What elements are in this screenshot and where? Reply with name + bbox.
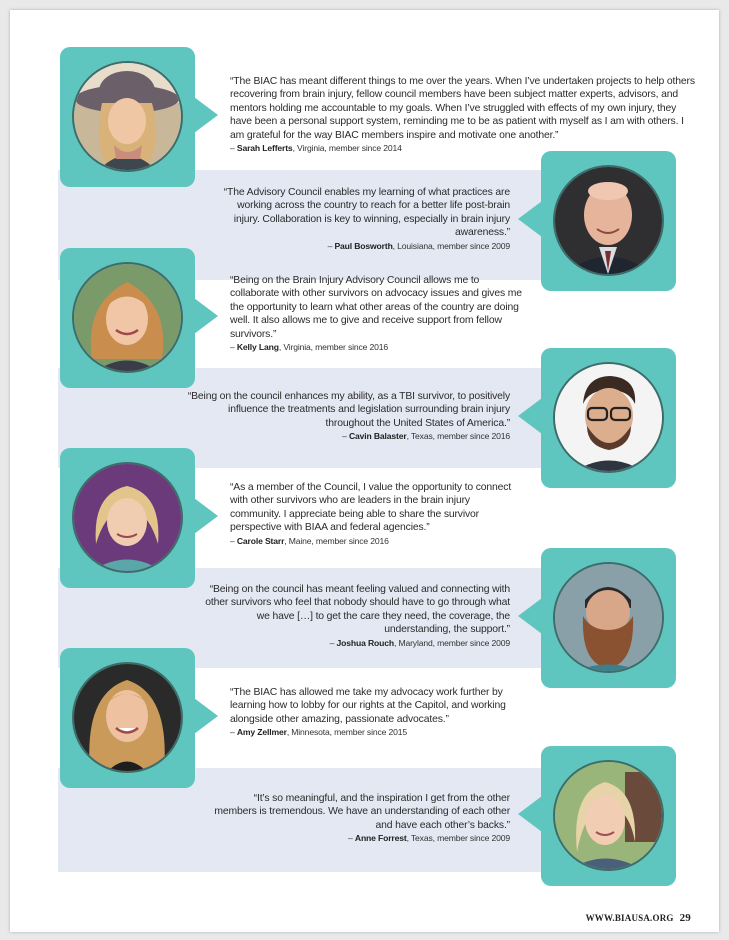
testimonial-quote	[210, 792, 510, 845]
quote-text: “Being on the council has meant feeling valued and connecting with other survivors who feel that nobody should have to go through what we have […] to get the care they need, the coverage, the understanding, the support.”	[205, 584, 510, 636]
avatar	[72, 662, 183, 773]
avatar	[553, 362, 664, 473]
author-detail: , Maine, member since 2016	[284, 535, 389, 546]
quote-text: “Being on the council enhances my ability, as a TBI survivor, to positively influence the treatments and legislation surrounding brain injury throughout the United States of America.”	[187, 391, 510, 429]
author-name: Amy Zellmer	[236, 727, 287, 738]
speech-pointer	[518, 796, 542, 832]
author-detail: , Virginia, member since 2016	[278, 342, 389, 353]
quote-text: “It’s so meaningful, and the inspiration I get from the other members is tremendous. We have an understanding of each other and have each other’s backs.”	[214, 793, 510, 831]
author-detail: , Virginia, member since 2014	[292, 143, 402, 154]
quote-attribution	[190, 637, 510, 650]
speech-pointer	[194, 97, 218, 133]
author-name: Anne Forrest	[354, 833, 407, 844]
attribution-dash: –	[327, 240, 335, 251]
testimonial-quote	[230, 686, 520, 739]
author-name: Kelly Lang	[236, 342, 279, 353]
attribution-dash: –	[230, 727, 237, 738]
author-detail: , Texas, member since 2016	[406, 431, 510, 442]
attribution-dash: –	[329, 637, 337, 648]
photo-tile	[541, 746, 676, 886]
attribution-dash: –	[348, 833, 355, 844]
avatar	[553, 562, 664, 673]
author-detail: , Texas, member since 2009	[406, 833, 510, 844]
avatar	[72, 61, 183, 172]
quote-text: “As a member of the Council, I value the opportunity to connect with other survivors who are leaders in the brain injury community. I appreciate being able to share the survivor perspective with BIAA and federal agencies.”	[230, 482, 512, 534]
quote-attribution	[230, 726, 520, 739]
quote-text: “Being on the Brain Injury Advisory Council allows me to collaborate with other survivors on advocacy issues and gives me the opportunity to learn what other areas of the country are doing well. It also allows me to give and receive support from fellow survivors.”	[230, 275, 522, 340]
testimonial-quote	[230, 481, 520, 548]
quote-text: “The Advisory Council enables my learning of what practices are working across the country to reach for a better life post-brain injury. Collaboration is key to winning, especially in brain injury awareness.”	[223, 187, 510, 239]
testimonial-quote	[230, 274, 530, 354]
quote-attribution	[210, 832, 510, 845]
attribution-dash: –	[230, 535, 237, 546]
author-name: Paul Bosworth	[334, 240, 393, 251]
quote-attribution	[180, 430, 510, 443]
author-detail: , Louisiana, member since 2009	[392, 240, 510, 251]
attribution-dash: –	[230, 143, 237, 154]
quote-attribution	[230, 535, 520, 548]
author-detail: , Minnesota, member since 2015	[286, 727, 407, 738]
testimonial-quote	[210, 186, 510, 253]
avatar	[72, 462, 183, 573]
author-name: Joshua Rouch	[336, 637, 394, 648]
author-detail: , Maryland, member since 2009	[393, 637, 510, 648]
page-footer	[586, 912, 691, 924]
speech-pointer	[518, 398, 542, 434]
quote-attribution	[210, 240, 510, 253]
speech-pointer	[518, 201, 542, 237]
quote-attribution	[230, 341, 530, 354]
photo-tile	[60, 648, 195, 788]
photo-tile	[541, 548, 676, 688]
quote-text: “The BIAC has meant different things to me over the years. When I’ve undertaken projects to help others recovering from brain injury, fellow council members have been subject matter experts, advisors, and mentors holding me accountable to my goals. When I’ve struggled with effects of my own injury, they have been a personal support system, reminding me to be as patient with myself as I am with others. I am grateful for the way BIAC members inspire and motivate one another.”	[230, 76, 695, 141]
attribution-dash: –	[230, 342, 237, 353]
magazine-page	[10, 10, 719, 932]
author-name: Sarah Lefferts	[236, 143, 293, 154]
speech-pointer	[194, 698, 218, 734]
avatar	[553, 760, 664, 871]
testimonial-quote	[190, 583, 510, 650]
page-number: 29	[679, 912, 691, 924]
speech-pointer	[518, 598, 542, 634]
speech-pointer	[194, 298, 218, 334]
attribution-dash: –	[342, 431, 349, 442]
quote-text: “The BIAC has allowed me take my advocacy work further by learning how to lobby for our rights at the Capitol, and working alongside other amazing, passionate advocates.”	[230, 687, 506, 725]
testimonial-quote	[180, 390, 510, 443]
author-name: Carole Starr	[236, 535, 285, 546]
avatar	[72, 262, 183, 373]
avatar	[553, 165, 664, 276]
website-url[interactable]: WWW.BIAUSA.ORG	[585, 913, 674, 923]
speech-pointer	[194, 498, 218, 534]
testimonial-quote	[230, 75, 700, 155]
photo-tile	[541, 348, 676, 488]
photo-tile	[60, 47, 195, 187]
photo-tile	[60, 248, 195, 388]
author-name: Cavin Balaster	[348, 431, 407, 442]
photo-tile	[60, 448, 195, 588]
photo-tile	[541, 151, 676, 291]
